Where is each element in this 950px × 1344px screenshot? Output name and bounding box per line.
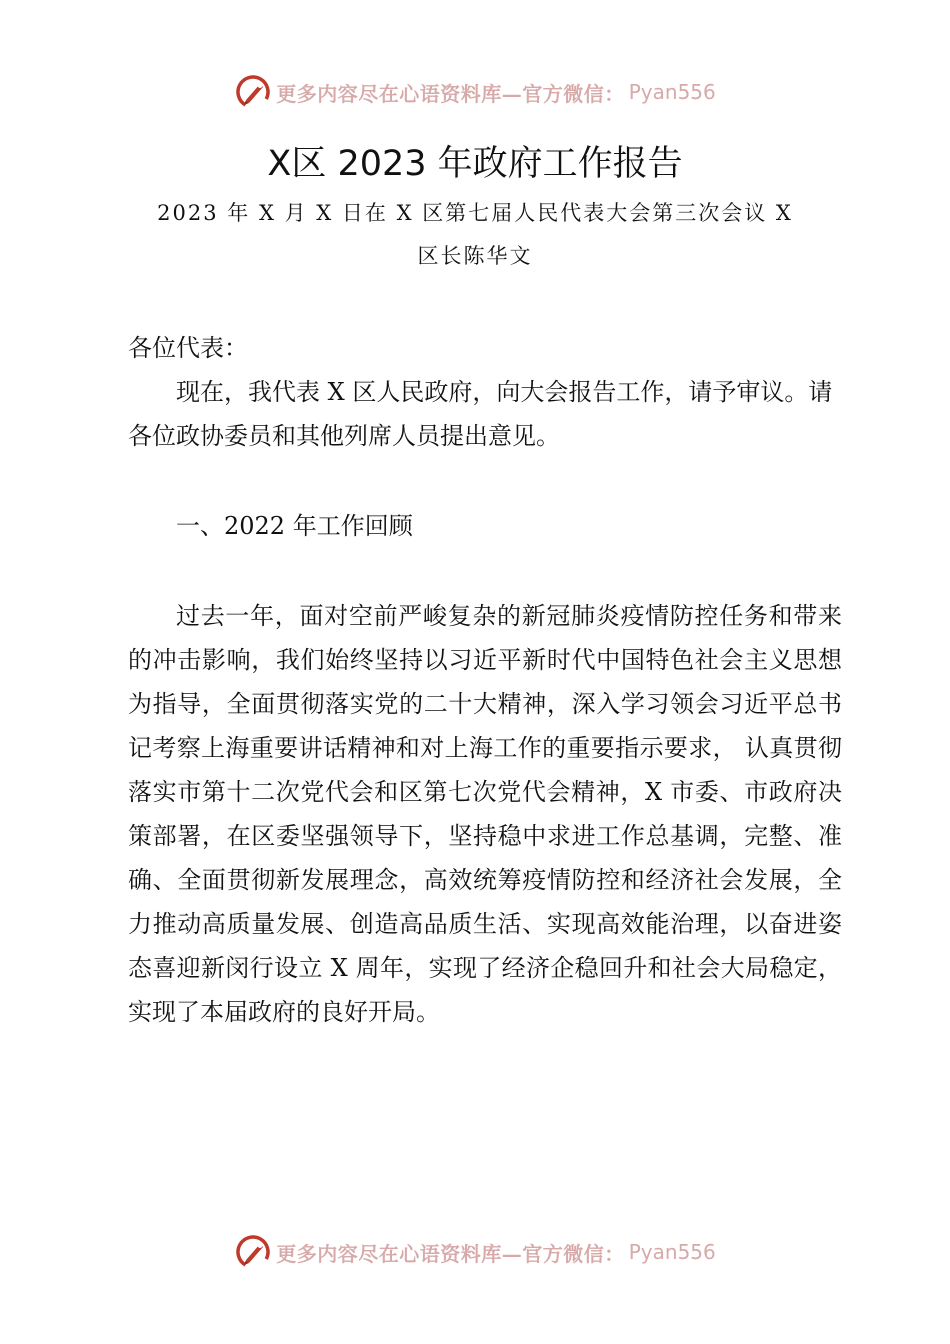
watermark-handle: Pyan556 [628, 80, 716, 104]
document-subtitle-line1: 2023 年 X 月 X 日在 X 区第七届人民代表大会第三次会议 X [157, 201, 793, 225]
document-title: X区 2023 年政府工作报告 [267, 144, 683, 184]
watermark-text: 更多内容尽在心语资料库—官方微信： [276, 1241, 625, 1266]
pen-seal-logo-icon [234, 73, 272, 111]
section-heading: 一、2022 年工作回顾 [176, 512, 413, 540]
watermark-text: 更多内容尽在心语资料库—官方微信： [276, 81, 625, 106]
watermark-banner-top [0, 72, 950, 112]
greeting: 各位代表： [128, 334, 248, 362]
watermark-handle: Pyan556 [628, 1240, 716, 1264]
paragraph-review: 过去一年，面对空前严峻复杂的新冠肺炎疫情防控任务和带来的冲击影响，我们始终坚持以习近平新时代中国特色社会主义思想为指导，全面贯彻落实党的二十大精神，深入学习领会习近平总书记考察上海重要讲话精神和对上海工作的重要指示要求， 认真贯彻落实市第十二次党代会和区第七次党代会精神，X 市委、市政府决策部署，在区委坚强领导下，坚持稳中求进工作总基调，完整、准确、全面贯彻新发展理念，高效统筹疫情防控和经济社会发展，全力推动高质量发展、创造高品质生活、实现高效能治理，以奋进姿态喜迎新闵行设立 X 周年，实现了经济企稳回升和社会大局稳定，实现了本届政府的良好开局。 [128, 602, 842, 1026]
document-subtitle-line2: 区长陈华文 [417, 244, 533, 268]
watermark-banner-bottom [0, 1232, 950, 1272]
pen-seal-logo-icon [234, 1233, 272, 1271]
paragraph-intro: 现在，我代表 X 区人民政府，向大会报告工作，请予审议。请各位政协委员和其他列席人员提出意见。 [128, 378, 833, 450]
